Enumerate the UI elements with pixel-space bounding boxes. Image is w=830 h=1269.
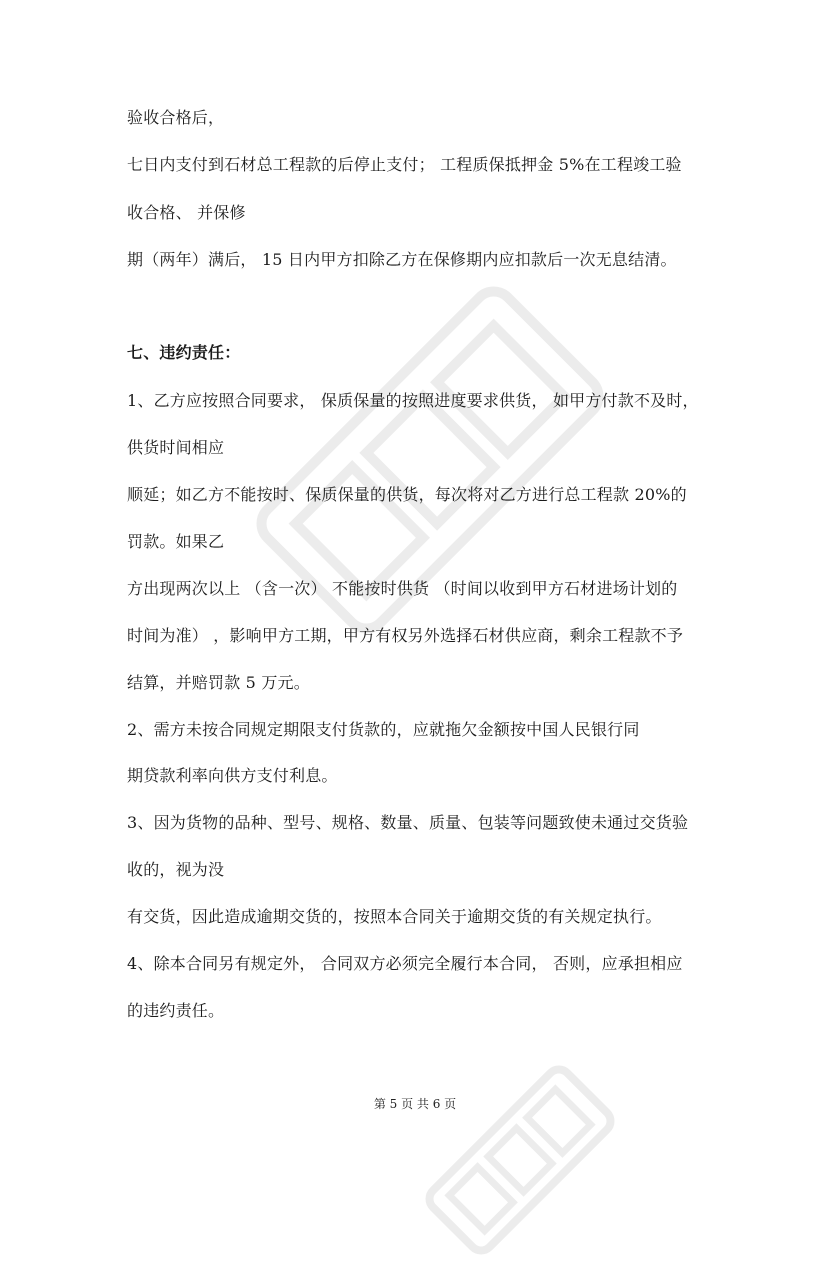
body-line: 3、因为货物的品种、型号、规格、数量、质量、包装等问题致使未通过交货验 — [127, 813, 689, 832]
body-line: 罚款。如果乙 — [127, 532, 225, 551]
body-line: 4、除本合同另有规定外， 合同双方必须完全履行本合同， 否则，应承担相应 — [127, 954, 683, 973]
body-line: 期（两年）满后， 15 日内甲方扣除乙方在保修期内应扣款后一次无息结清。 — [127, 250, 677, 269]
body-line: 结算，并赔罚款 5 万元。 — [127, 673, 310, 692]
body-line: 七日内支付到石材总工程款的后停止支付； 工程质保抵押金 5%在工程竣工验 — [127, 155, 682, 174]
page-number-footer: 第 5 页 共 6 页 — [373, 1097, 457, 1111]
body-line: 的违约责任。 — [127, 1001, 225, 1020]
body-line: 供货时间相应 — [127, 438, 225, 457]
body-line: 期贷款利率向供方支付利息。 — [127, 766, 338, 785]
section-heading: 七、违约责任： — [127, 343, 241, 362]
body-line: 顺延；如乙方不能按时、保质保量的供货，每次将对乙方进行总工程款 20%的 — [127, 485, 687, 504]
body-line: 时间为准） ，影响甲方工期，甲方有权另外选择石材供应商，剩余工程款不予 — [127, 626, 684, 645]
body-line: 有交货，因此造成逾期交货的，按照本合同关于逾期交货的有关规定执行。 — [127, 907, 662, 926]
body-line: 2、需方未按合同规定期限支付货款的，应就拖欠金额按中国人民银行同 — [127, 720, 640, 739]
body-line: 收的，视为没 — [127, 860, 225, 879]
body-line: 方出现两次以上 （含一次） 不能按时供货 （时间以收到甲方石材进场计划的 — [127, 579, 678, 598]
body-line: 验收合格后， — [127, 108, 225, 127]
watermark-logo-bottom — [414, 1054, 626, 1266]
body-line: 收合格、 并保修 — [127, 203, 246, 222]
body-line: 1、乙方应按照合同要求， 保质保量的按照进度要求供货， 如甲方付款不及时， — [127, 391, 699, 410]
